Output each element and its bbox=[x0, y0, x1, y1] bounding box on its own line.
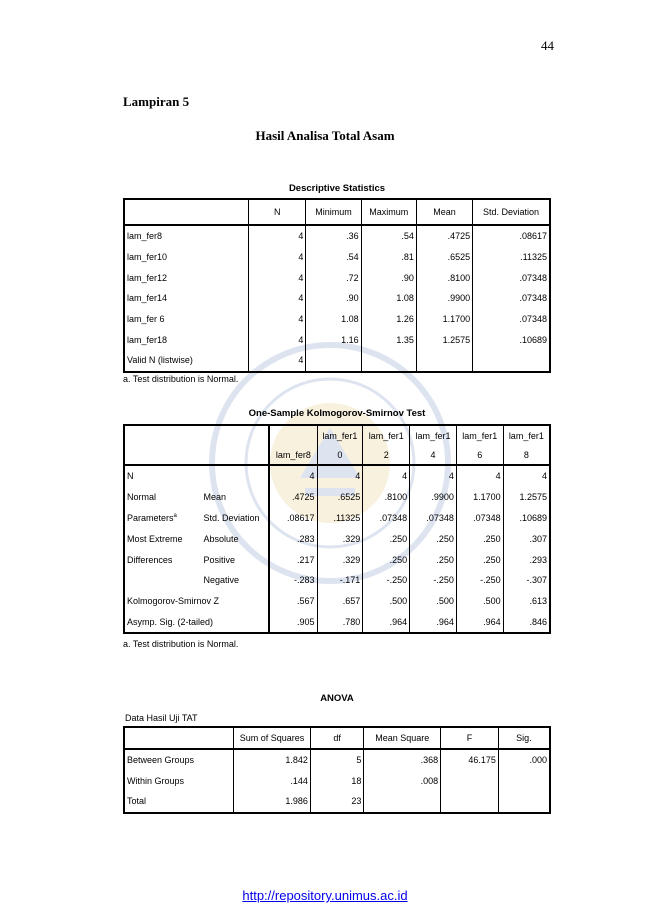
appendix-heading: Lampiran 5 bbox=[123, 94, 190, 109]
table-cell: .217 bbox=[269, 549, 317, 570]
table-cell: .54 bbox=[306, 247, 361, 268]
table-cell: .283 bbox=[269, 528, 317, 549]
header-cell bbox=[269, 425, 317, 445]
table-cell: .567 bbox=[269, 591, 317, 612]
header-cell: lam_fer1 bbox=[317, 425, 363, 445]
row-label: Normal bbox=[124, 487, 201, 508]
table-cell: .250 bbox=[363, 528, 410, 549]
table-cell: -.171 bbox=[317, 570, 363, 591]
header-cell bbox=[124, 727, 234, 749]
table-row bbox=[124, 612, 550, 634]
table-row bbox=[124, 350, 550, 372]
table-cell: .07348 bbox=[363, 508, 410, 529]
table-cell: .8100 bbox=[363, 487, 410, 508]
table-cell: .008 bbox=[364, 771, 441, 792]
header-cell: lam_fer1 bbox=[363, 425, 410, 445]
table-row bbox=[124, 465, 550, 487]
table-header-row bbox=[124, 425, 550, 445]
table-cell: 4 bbox=[249, 288, 306, 309]
row-label: Total bbox=[127, 796, 147, 807]
header-cell: Std. Deviation bbox=[473, 199, 550, 225]
table-cell: .250 bbox=[456, 528, 503, 549]
header-cell: df bbox=[310, 727, 364, 749]
table-cell: 1.26 bbox=[361, 309, 416, 330]
row-label: Most Extreme bbox=[124, 528, 201, 549]
row-label: lam_fer12 bbox=[127, 272, 168, 283]
table-cell: -.283 bbox=[269, 570, 317, 591]
row-label: lam_fer18 bbox=[127, 334, 168, 345]
row-label: lam_fer 6 bbox=[127, 314, 165, 325]
header-cell bbox=[124, 445, 201, 465]
row-label: Valid N (listwise) bbox=[127, 355, 193, 366]
table-row bbox=[124, 329, 550, 350]
table-cell: 4 bbox=[363, 465, 410, 487]
row-sublabel: Positive bbox=[203, 554, 235, 565]
anova-subtitle: Data Hasil Uji TAT bbox=[125, 713, 198, 723]
table-cell: 1.2575 bbox=[503, 487, 550, 508]
repository-link[interactable]: http://repository.unimus.ac.id bbox=[242, 888, 408, 903]
row-label bbox=[124, 508, 201, 529]
table-row bbox=[124, 487, 550, 508]
table-cell: .07348 bbox=[473, 288, 550, 309]
table-cell: 4 bbox=[503, 465, 550, 487]
table-cell: .250 bbox=[410, 528, 457, 549]
table-cell: .780 bbox=[317, 612, 363, 634]
row-label: Asymp. Sig. (2-tailed) bbox=[124, 612, 269, 634]
table-row bbox=[124, 247, 550, 268]
header-cell bbox=[201, 445, 269, 465]
table-cell: 1.08 bbox=[361, 288, 416, 309]
table-cell bbox=[498, 771, 550, 792]
table-row bbox=[124, 528, 550, 549]
row-label: lam_fer10 bbox=[127, 252, 168, 263]
table-cell: 5 bbox=[310, 749, 364, 771]
header-cell: F bbox=[441, 727, 499, 749]
table-cell: -.250 bbox=[456, 570, 503, 591]
table-cell: .4725 bbox=[269, 487, 317, 508]
table-cell: 4 bbox=[249, 267, 306, 288]
table-cell: 1.2575 bbox=[416, 329, 472, 350]
table-row bbox=[124, 771, 550, 792]
header-cell: 0 bbox=[317, 445, 363, 465]
table-cell bbox=[441, 791, 499, 813]
table-cell: .07348 bbox=[473, 309, 550, 330]
header-cell bbox=[124, 199, 249, 225]
table-cell: .72 bbox=[306, 267, 361, 288]
table-cell: 1.08 bbox=[306, 309, 361, 330]
row-label: Differences bbox=[124, 549, 201, 570]
table-cell: 4 bbox=[249, 309, 306, 330]
table-cell: .613 bbox=[503, 591, 550, 612]
row-sublabel bbox=[201, 465, 269, 487]
table-cell: .07348 bbox=[473, 267, 550, 288]
page-number: 44 bbox=[541, 38, 554, 53]
table-row bbox=[124, 309, 550, 330]
table-cell: -.250 bbox=[410, 570, 457, 591]
table-cell: .657 bbox=[317, 591, 363, 612]
header-cell: lam_fer1 bbox=[410, 425, 457, 445]
table-cell: .500 bbox=[363, 591, 410, 612]
table-cell: .000 bbox=[498, 749, 550, 771]
table-cell: .368 bbox=[364, 749, 441, 771]
table-cell: 4 bbox=[249, 329, 306, 350]
table-cell: .36 bbox=[306, 225, 361, 247]
row-label: lam_fer8 bbox=[127, 231, 163, 242]
anova-table bbox=[123, 726, 551, 814]
table-cell bbox=[361, 350, 416, 372]
header-cell: Sum of Squares bbox=[234, 727, 311, 749]
table-cell: .11325 bbox=[317, 508, 363, 529]
row-sublabel: Std. Deviation bbox=[203, 512, 260, 523]
table-cell: 1.16 bbox=[306, 329, 361, 350]
table-cell: .10689 bbox=[473, 329, 550, 350]
table-cell: .07348 bbox=[410, 508, 457, 529]
table-cell: -.250 bbox=[363, 570, 410, 591]
header-cell: lam_fer1 bbox=[456, 425, 503, 445]
table-cell: .08617 bbox=[269, 508, 317, 529]
row-label: N bbox=[124, 465, 201, 487]
table-cell: .6525 bbox=[317, 487, 363, 508]
table-cell bbox=[416, 350, 472, 372]
header-cell bbox=[201, 425, 269, 445]
table-cell: .846 bbox=[503, 612, 550, 634]
table-header-row bbox=[124, 199, 550, 225]
header-cell: N bbox=[249, 199, 306, 225]
table-cell: 23 bbox=[310, 791, 364, 813]
table-cell: .250 bbox=[456, 549, 503, 570]
header-cell: lam_fer8 bbox=[269, 445, 317, 465]
table-cell: 4 bbox=[317, 465, 363, 487]
table-cell: .8100 bbox=[416, 267, 472, 288]
table-cell: 4 bbox=[269, 465, 317, 487]
header-cell: Minimum bbox=[306, 199, 361, 225]
table-cell: 1.986 bbox=[234, 791, 311, 813]
table-cell bbox=[306, 350, 361, 372]
table-cell: .90 bbox=[306, 288, 361, 309]
table-cell: 1.1700 bbox=[456, 487, 503, 508]
table-cell: .07348 bbox=[456, 508, 503, 529]
table-row bbox=[124, 570, 550, 591]
table-cell: .90 bbox=[361, 267, 416, 288]
table-cell bbox=[364, 791, 441, 813]
table-header-row bbox=[124, 445, 550, 465]
ks-table-title: One-Sample Kolmogorov-Smirnov Test bbox=[248, 408, 426, 419]
table-row bbox=[124, 749, 550, 771]
table-cell: .329 bbox=[317, 528, 363, 549]
row-label: Within Groups bbox=[127, 775, 185, 786]
table-row bbox=[124, 288, 550, 309]
descriptive-note: a. Test distribution is Normal. bbox=[123, 374, 239, 384]
row-label: Kolmogorov-Smirnov Z bbox=[124, 591, 269, 612]
table-cell: 46.175 bbox=[441, 749, 499, 771]
table-cell: -.307 bbox=[503, 570, 550, 591]
table-cell: .11325 bbox=[473, 247, 550, 268]
table-cell: .10689 bbox=[503, 508, 550, 529]
header-cell: Maximum bbox=[361, 199, 416, 225]
footnote-marker: a bbox=[173, 512, 177, 519]
descriptive-statistics-table bbox=[123, 198, 551, 373]
header-cell: Mean Square bbox=[364, 727, 441, 749]
table-cell: 4 bbox=[410, 465, 457, 487]
row-label: lam_fer14 bbox=[127, 293, 168, 304]
table-row bbox=[124, 225, 550, 247]
table-cell: 1.1700 bbox=[416, 309, 472, 330]
header-cell: lam_fer1 bbox=[503, 425, 550, 445]
table-cell: .08617 bbox=[473, 225, 550, 247]
table-cell: .964 bbox=[363, 612, 410, 634]
row-sublabel: Mean bbox=[203, 492, 226, 503]
table-cell: 4 bbox=[249, 247, 306, 268]
table-cell: 18 bbox=[310, 771, 364, 792]
table-cell: .9900 bbox=[410, 487, 457, 508]
table-cell: .250 bbox=[410, 549, 457, 570]
table-row bbox=[124, 267, 550, 288]
table-cell: .6525 bbox=[416, 247, 472, 268]
table-header-row bbox=[124, 727, 550, 749]
header-cell: 6 bbox=[456, 445, 503, 465]
header-cell: Mean bbox=[416, 199, 472, 225]
row-label: Between Groups bbox=[127, 755, 195, 766]
table-row bbox=[124, 791, 550, 813]
table-cell: 4 bbox=[249, 225, 306, 247]
table-cell: 4 bbox=[249, 350, 306, 372]
ks-note: a. Test distribution is Normal. bbox=[123, 639, 239, 649]
row-sublabel: Negative bbox=[203, 575, 239, 586]
table-row bbox=[124, 591, 550, 612]
table-cell: 4 bbox=[456, 465, 503, 487]
table-cell: .964 bbox=[456, 612, 503, 634]
table-cell bbox=[498, 791, 550, 813]
table-cell: .54 bbox=[361, 225, 416, 247]
header-cell: 8 bbox=[503, 445, 550, 465]
table-cell: 1.842 bbox=[234, 749, 311, 771]
header-cell: 4 bbox=[410, 445, 457, 465]
table-cell bbox=[473, 350, 550, 372]
row-label bbox=[124, 570, 201, 591]
table-cell: 1.35 bbox=[361, 329, 416, 350]
table-cell: .81 bbox=[361, 247, 416, 268]
table-cell: .905 bbox=[269, 612, 317, 634]
row-sublabel: Absolute bbox=[203, 533, 239, 544]
anova-table-title: ANOVA bbox=[320, 693, 354, 704]
header-cell bbox=[124, 425, 201, 445]
descriptive-table-title: Descriptive Statistics bbox=[288, 183, 386, 194]
table-cell: .964 bbox=[410, 612, 457, 634]
table-row bbox=[124, 549, 550, 570]
table-cell bbox=[441, 771, 499, 792]
table-cell: .9900 bbox=[416, 288, 472, 309]
table-cell: .293 bbox=[503, 549, 550, 570]
table-cell: .500 bbox=[456, 591, 503, 612]
table-cell: .4725 bbox=[416, 225, 472, 247]
table-cell: .500 bbox=[410, 591, 457, 612]
table-cell: .307 bbox=[503, 528, 550, 549]
table-cell: .329 bbox=[317, 549, 363, 570]
table-row bbox=[124, 508, 550, 529]
header-cell: 2 bbox=[363, 445, 410, 465]
row-label-text: Parameters bbox=[127, 512, 174, 523]
table-cell: .250 bbox=[363, 549, 410, 570]
page-title: Hasil Analisa Total Asam bbox=[255, 128, 395, 143]
table-cell: .144 bbox=[234, 771, 311, 792]
header-cell: Sig. bbox=[498, 727, 550, 749]
ks-test-table bbox=[123, 424, 551, 634]
